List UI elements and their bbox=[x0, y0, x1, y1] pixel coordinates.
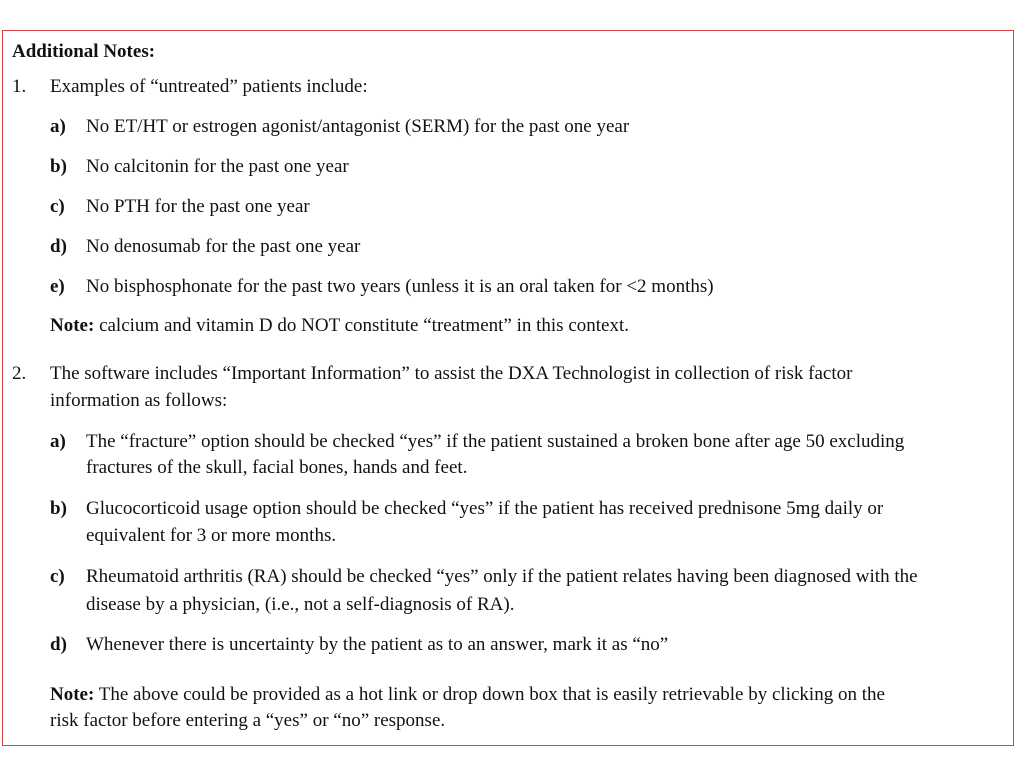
note-label: Note: bbox=[50, 315, 95, 336]
item-2d-letter: d) bbox=[50, 634, 67, 655]
item-2a-letter: a) bbox=[50, 431, 66, 452]
item-1c-text: No PTH for the past one year bbox=[86, 196, 310, 217]
item-2-intro-line1: The software includes “Important Information” to assist the DXA Technologist in collection of risk factor bbox=[50, 363, 853, 384]
item-1a-letter: a) bbox=[50, 116, 66, 137]
item-1e-text: No bisphosphonate for the past two years (unless it is an oral taken for <2 months) bbox=[86, 276, 714, 297]
item-2c-letter: c) bbox=[50, 566, 65, 587]
item-2-number: 2. bbox=[12, 363, 27, 384]
item-2b-letter: b) bbox=[50, 498, 67, 519]
item-2b-line1: Glucocorticoid usage option should be checked “yes” if the patient has received prednisone 5mg daily or bbox=[86, 498, 884, 519]
item-2a-line2: fractures of the skull, facial bones, hands and feet. bbox=[86, 457, 468, 478]
item-2-note-line1 bbox=[50, 684, 885, 706]
note-text: calcium and vitamin D do NOT constitute “treatment” in this context. bbox=[94, 315, 629, 336]
item-1-note bbox=[50, 315, 629, 337]
item-1a-text: No ET/HT or estrogen agonist/antagonist (SERM) for the past one year bbox=[86, 116, 630, 137]
note-text: The above could be provided as a hot link or drop down box that is easily retrievable by clicking on the bbox=[94, 684, 885, 705]
item-1b-text: No calcitonin for the past one year bbox=[86, 156, 349, 177]
item-2-intro-line2: information as follows: bbox=[50, 390, 228, 411]
item-1d-text: No denosumab for the past one year bbox=[86, 236, 361, 257]
item-1d-letter: d) bbox=[50, 236, 67, 257]
item-1-number: 1. bbox=[12, 76, 27, 97]
item-2-note-line2: risk factor before entering a “yes” or “no” response. bbox=[50, 710, 446, 731]
item-2b-line2: equivalent for 3 or more months. bbox=[86, 525, 337, 546]
item-1b-letter: b) bbox=[50, 156, 67, 177]
item-2c-line2: disease by a physician, (i.e., not a self-diagnosis of RA). bbox=[86, 594, 515, 615]
item-1-intro: Examples of “untreated” patients include: bbox=[50, 76, 368, 97]
item-2c-line1: Rheumatoid arthritis (RA) should be checked “yes” only if the patient relates having been diagnosed with the bbox=[86, 566, 918, 587]
item-1c-letter: c) bbox=[50, 196, 65, 217]
item-1e-letter: e) bbox=[50, 276, 65, 297]
item-2d-line1: Whenever there is uncertainty by the patient as to an answer, mark it as “no” bbox=[86, 634, 669, 655]
item-2a-line1: The “fracture” option should be checked “yes” if the patient sustained a broken bone after age 50 excluding bbox=[86, 431, 905, 452]
notes-title: Additional Notes: bbox=[12, 41, 156, 62]
note-label: Note: bbox=[50, 684, 95, 705]
